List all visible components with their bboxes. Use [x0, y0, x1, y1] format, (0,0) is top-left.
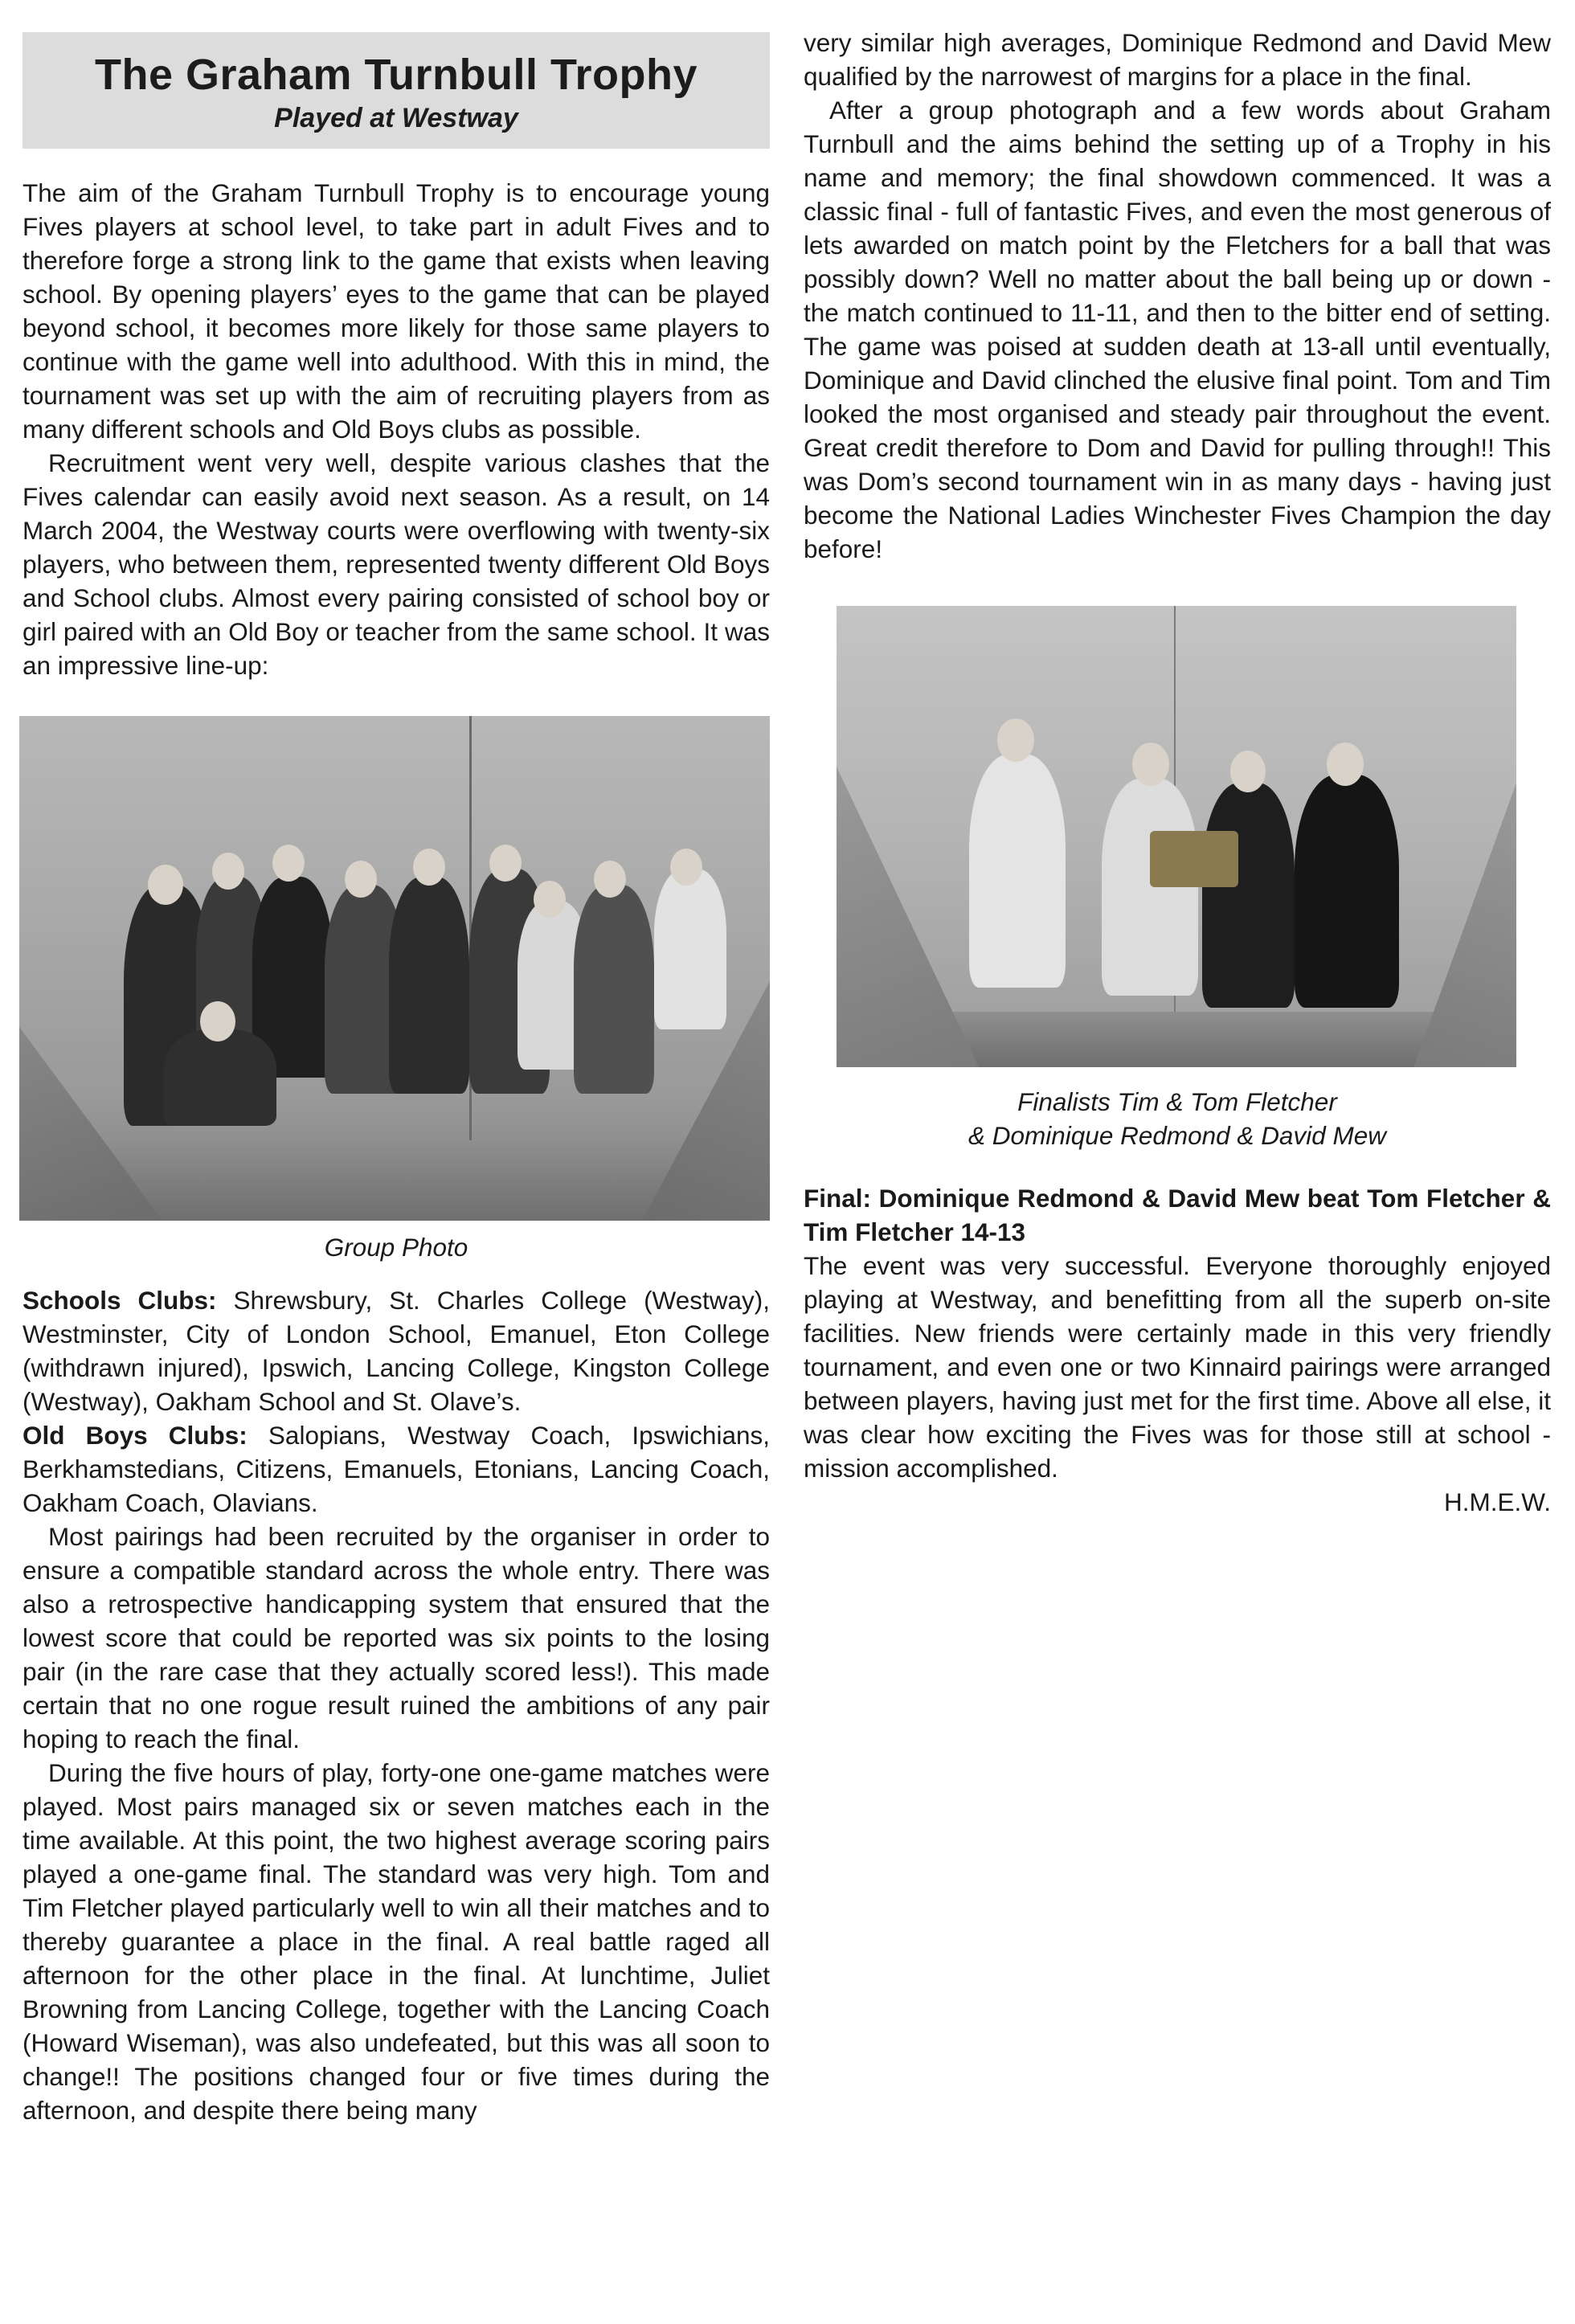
finalists-photo — [837, 606, 1516, 1067]
title-banner — [22, 32, 770, 149]
group-photo-caption: Group Photo — [324, 1233, 468, 1262]
finalists-caption-line2: & Dominique Redmond & David Mew — [968, 1121, 1386, 1150]
final-result: Final: Dominique Redmond & David Mew beat Tom Fletcher & Tim Fletcher 14-13 — [804, 1184, 1551, 1246]
schools-clubs — [22, 1283, 770, 1418]
final-paragraph: After a group photograph and a few words about Graham Turnbull and the aims behind the setting up of a Trophy in his name and memory; the final showdown commenced. It was a classic final - full of fantastic Fives, and even the most generous of lets awarded on match point by the Fletchers for a ball that was possibly down? Well no matter about the ball being up or down - the match continued to 11-11, and then to the bitter end of setting. The game was poised at sudden death at 13-all until eventually, Dominique and David clinched the elusive final point. Tom and Tim looked the most organised and steady pair throughout the event. Great credit therefore to Dom and David for pulling through!! This was Dom’s second tournament win in as many days - having just become the National Ladies Winchester Fives Champion the day before! — [804, 96, 1551, 563]
schools-clubs-label: Schools Clubs: — [22, 1286, 217, 1315]
finalists-caption-line1: Finalists Tim & Tom Fletcher — [1017, 1087, 1337, 1116]
schools-clubs-text: Shrewsbury, St. Charles College (Westway), Westminster, City of London School, Emanuel, Eton College (withdrawn injured), Ipswich, Lancing College, Kingston College (Westway), Oakham School and St. Olave’s. — [22, 1286, 770, 1416]
finalists-photo-caption — [804, 1085, 1551, 1152]
trophy-icon — [1150, 831, 1238, 887]
closing-paragraph: The event was very successful. Everyone thoroughly enjoyed playing at Westway, and benefitting from all the superb on-site facilities. New friends were certainly made in this very friendly tournament, and even one or two Kinnaird pairings were arranged between players, having just met for the first time. Above all else, it was clear how exciting the Fives was for those still at school - mission accomplished. — [804, 1251, 1551, 1483]
article-title: The Graham Turnbull Trophy — [94, 51, 698, 99]
intro-paragraph: The aim of the Graham Turnbull Trophy is to encourage young Fives players at school level, to take part in adult Fives and to therefore forge a strong link to the game that exists when leaving school. By opening players’ eyes to the game that can be played beyond school, it becomes more likely for those same players to continue with the game well into adulthood. With this in mind, the tournament was set up with the aim of recruiting players from as many different schools and Old Boys clubs as possible. — [22, 178, 770, 444]
recruitment-paragraph: Recruitment went very well, despite various clashes that the Fives calendar can easily avoid next season. As a result, on 14 March 2004, the Westway courts were overflowing with twenty-six players, who between them, represented twenty different Old Boys and School clubs. Almost every pairing consisted of school boy or girl paired with an Old Boy or teacher from the same school. It was an impressive line-up: — [22, 448, 770, 680]
old-boys-label: Old Boys Clubs: — [22, 1421, 248, 1450]
right-column — [804, 26, 1551, 1519]
old-boys-clubs — [22, 1418, 770, 1520]
continued-paragraph: very similar high averages, Dominique Redmond and David Mew qualified by the narrowest of margins for a place in the final. — [804, 28, 1551, 91]
left-column — [22, 32, 770, 2127]
signature: H.M.E.W. — [1444, 1487, 1551, 1516]
old-boys-text: Salopians, Westway Coach, Ipswichians, Berkhamstedians, Citizens, Emanuels, Etonians, Lancing Coach, Oakham Coach, Olavians. — [22, 1421, 770, 1517]
play-paragraph: During the five hours of play, forty-one one-game matches were played. Most pairs managed six or seven matches each in the time available. At this point, the two highest average scoring pairs played a one-game final. The standard was very high. Tom and Tim Fletcher played particularly well to win all their matches and to thereby guarantee a place in the final. A real battle raged all afternoon for the other place in the final. At lunchtime, Juliet Browning from Lancing College, together with the Lancing Coach (Howard Wiseman), was also undefeated, but this was all soon to change!! The positions changed four or five times during the afternoon, and despite there being many — [22, 1758, 770, 2125]
pairings-paragraph: Most pairings had been recruited by the organiser in order to ensure a compatible standard across the whole entry. There was also a retrospective handicapping system that ensured that the lowest score that could be reported was six points to the losing pair (in the rare case that they actually scored less!). This made certain that no one rogue result ruined the ambitions of any pair hoping to reach the final. — [22, 1522, 770, 1753]
group-photo — [19, 716, 770, 1221]
article-subtitle: Played at Westway — [274, 103, 518, 133]
